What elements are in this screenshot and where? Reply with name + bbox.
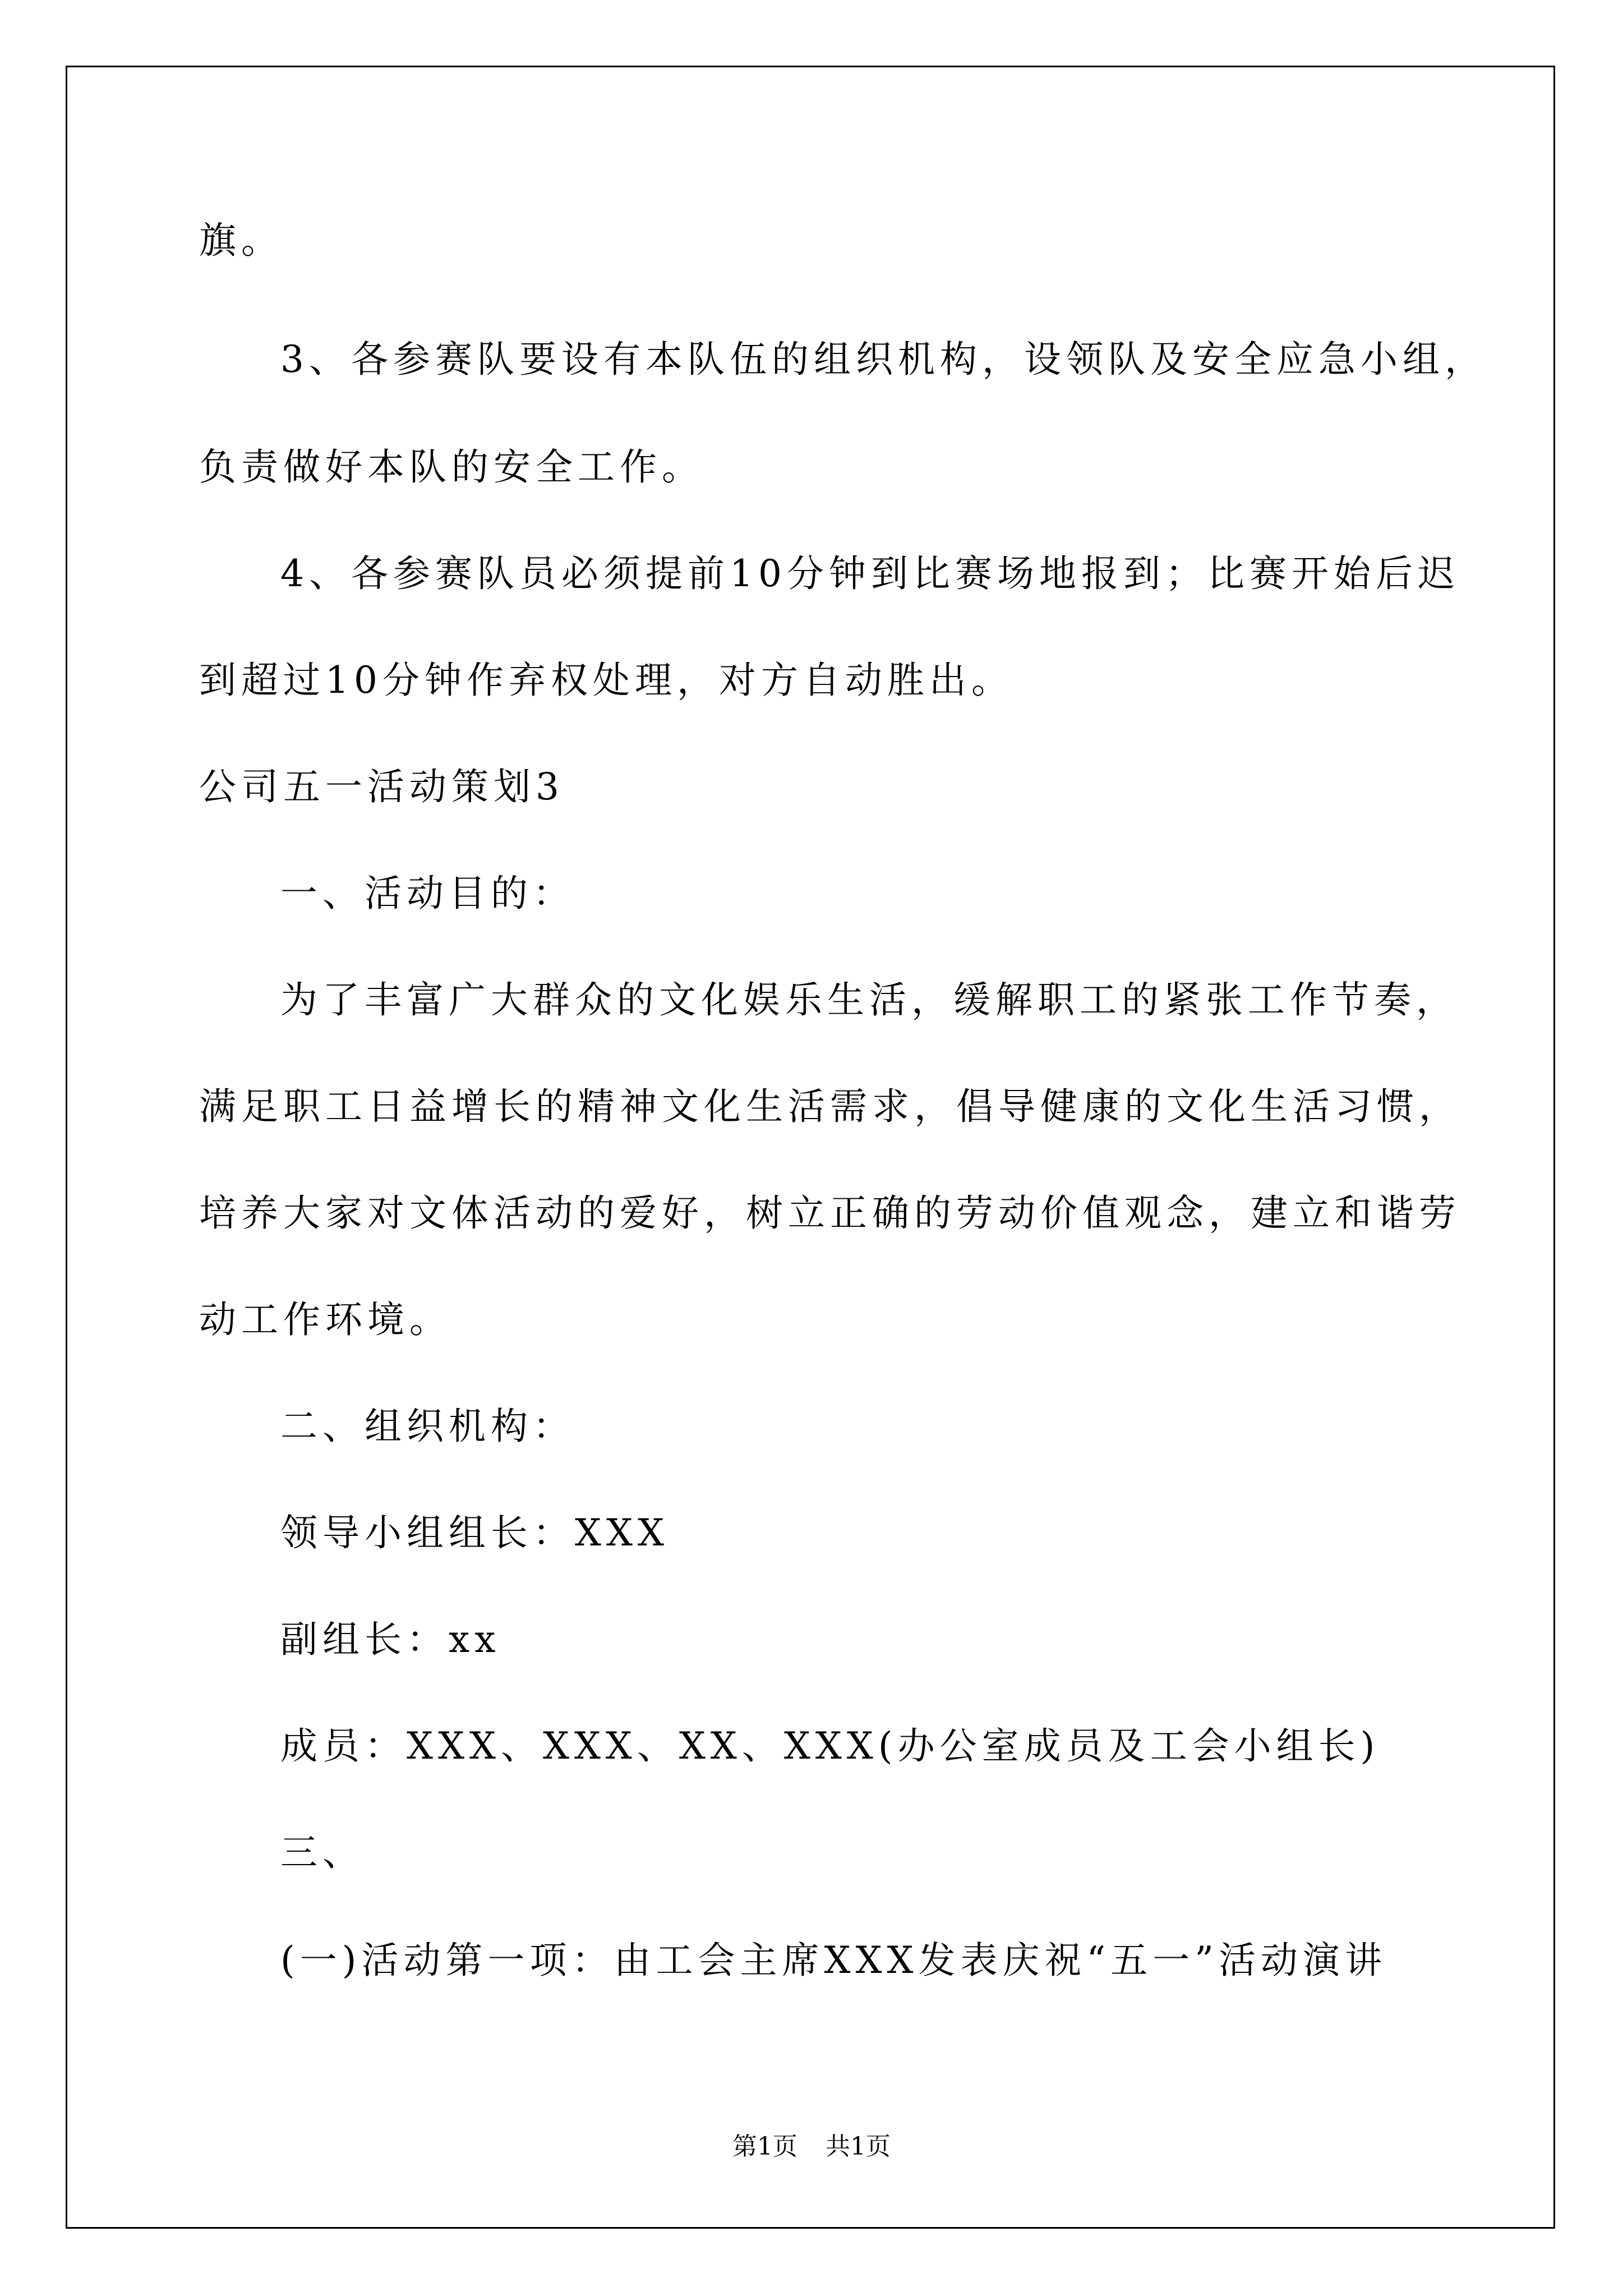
page-number: 第1页 (732, 2132, 797, 2161)
text-line: (一)活动第一项：由工会主席XXX发表庆祝“五一”活动演讲 (280, 1939, 1387, 1982)
text-line: 成员：XXX、XXX、XX、XXX(办公室成员及工会小组长) (280, 1724, 1380, 1768)
page-border (66, 66, 1555, 2229)
text-line: 满足职工日益增长的精神文化生活需求，倡导健康的文化生活习惯， (199, 1085, 1461, 1128)
text-line: 三、 (280, 1831, 365, 1874)
text-line: 旗。 (199, 219, 283, 262)
text-line: 3、各参赛队要设有本队伍的组织机构，设领队及安全应急小组， (280, 338, 1487, 381)
section-heading: 公司五一活动策划3 (199, 765, 564, 808)
text-line: 一、活动目的： (280, 872, 575, 915)
page-footer (0, 2134, 1623, 2159)
text-line: 副组长：xx (280, 1618, 501, 1661)
text-line: 到超过10分钟作弃权处理，对方自动胜出。 (199, 659, 1013, 702)
page-total: 共1页 (826, 2132, 891, 2161)
text-line: 培养大家对文体活动的爱好，树立正确的劳动价值观念，建立和谐劳 (199, 1191, 1461, 1235)
text-line: 领导小组组长：XXX (280, 1511, 669, 1554)
text-line: 动工作环境。 (199, 1298, 451, 1341)
text-line: 4、各参赛队员必须提前10分钟到比赛场地报到；比赛开始后迟 (280, 552, 1460, 595)
text-line: 二、组织机构： (280, 1405, 575, 1448)
text-line: 负责做好本队的安全工作。 (199, 445, 704, 489)
text-line: 为了丰富广大群众的文化娱乐生活，缓解职工的紧张工作节奏， (280, 978, 1458, 1022)
